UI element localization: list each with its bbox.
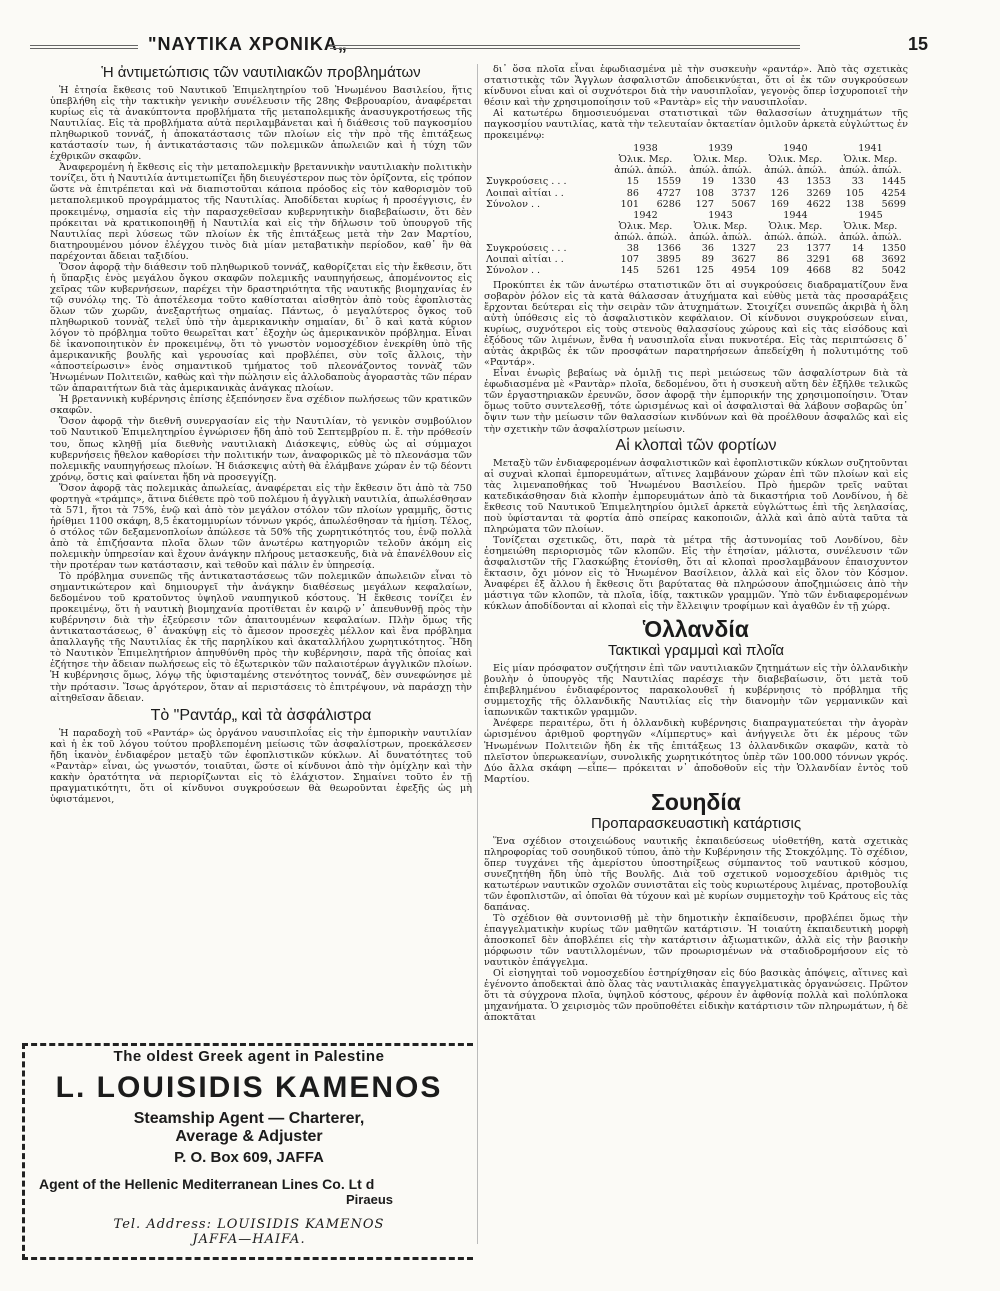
ad-telegraph-address: Tel. Address: LOUISIDIS KAMENOS xyxy=(113,1217,385,1232)
cell: 14 xyxy=(851,242,864,254)
left-column xyxy=(50,64,472,805)
subheader: ἀπώλ. ἀπώλ. xyxy=(614,231,677,243)
paragraph: Ἡ παραδοχὴ τοῦ «Ραντάρ» ὡς ὀργάνου ναυσιπλοΐας εἰς τὴν ἐμπορικὴν ναυτιλίαν καὶ ἡ ἐκ τοῦ λόγου τούτου προβλεπομένη μείωσις τῶν ἀσφαλίστρων, προεκάλεσεν ἤδη ἱκανὸν ἐνδιαφέρον μεταξὺ τῶν ἐφοπλιστικῶν κύκλων. Αἱ δυνατότητες τοῦ «Ραντὰρ» εἶναι, ὡς γνωστόν, τοιαῦται, ὥστε οἱ κίνδυνοι ἀπὸ τὴν ὁμίχλην καὶ τὴν κακὴν ὁρατότητα νὰ περιορίζωνται εἰς τὸ ἐλάχιστον. Σημαίνει τοῦτο ἐν τῇ πραγματικότητι, ὅτι οἱ κίνδυνοι συγκρούσεων θὰ θεωροῦνται ἐφεξῆς ὡς μὴ ὑφιστάμενοι, xyxy=(50,727,472,805)
subheader: Ὁλικ. Μερ. xyxy=(693,154,748,166)
cell: 1445 xyxy=(881,176,906,188)
subheader: ἀπώλ. ἀπώλ. xyxy=(839,231,902,243)
subheader: Ὁλικ. Μερ. xyxy=(693,220,748,232)
page-header xyxy=(30,34,940,58)
cell: 105 xyxy=(845,187,864,199)
cell: 68 xyxy=(851,253,864,265)
cell: 3692 xyxy=(881,253,906,265)
table-row xyxy=(484,243,908,254)
cell: 4622 xyxy=(806,198,831,210)
cell: 101 xyxy=(620,198,639,210)
article-heading-preparatory-training: Προπαρασκευαστικὴ κατάρτισις xyxy=(590,814,802,832)
cell: 4727 xyxy=(656,187,681,199)
row-label: Συγκρούσεις . . . xyxy=(486,176,567,188)
article-heading-maritime-problems: Ἡ ἀντιμετώπισις τῶν ναυτιλιακῶν προβλημάτων xyxy=(101,64,421,81)
paragraph: Μεταξὺ τῶν ἐνδιαφερομένων ἀσφαλιστικῶν καὶ ἐφοπλιστικῶν κύκλων συζητοῦνται αἱ συχναὶ κλοπαὶ ἐμπορευμάτων, αἵτινες λαμβάνουν χώραν ἐπὶ τῶν πλοίων καὶ εἰς τὰς λιμεναποθήκας τοῦ Ἡνωμένου Βασιλείου. Πρὸ ἡμερῶν τρεῖς ναῦται κατεδικάσθησαν διὰ κλοπὴν ἐμπορευμάτων ἀπὸ τὰ δικαστήρια τοῦ Λονδίνου, ἡ δὲ ἔκθεσις τοῦ Ναυτικοῦ Ἐπιμελητηρίου ὁμιλεῖ ἀρκετὰ εὐγλώττως ἐπὶ τῆς λεηλασίας, ποὺ ὑφίστανται τὰ φορτία ἀπὸ σπείρας κακοποιῶν, ἀλλὰ καὶ ἀπὸ αὐτὰ ταῦτα τὰ πληρώματα τῶν πλοίων. xyxy=(484,457,908,535)
header-rule-right xyxy=(330,45,800,49)
cell: 145 xyxy=(620,264,639,276)
year-header: 1941 xyxy=(858,143,883,155)
subheader: Ὁλικ. Μερ. xyxy=(768,220,823,232)
cell: 15 xyxy=(626,176,639,188)
cell: 5261 xyxy=(656,264,681,276)
ad-services-line: Steamship Agent — Charterer, xyxy=(133,1110,365,1127)
year-header: 1939 xyxy=(708,143,733,155)
row-label: Συγκρούσεις . . . xyxy=(486,242,567,254)
year-header: 1938 xyxy=(633,143,658,155)
subheader: Ὁλικ. Μερ. xyxy=(843,154,898,166)
cell: 5042 xyxy=(881,264,906,276)
cell: 1559 xyxy=(656,176,681,188)
country-heading-netherlands: Ὁλλανδία xyxy=(643,616,749,643)
subheader: ἀπώλ. ἀπώλ. xyxy=(689,231,752,243)
paragraph: Τονίζεται σχετικῶς, ὅτι, παρὰ τὰ μέτρα τῆς ἀστυνομίας τοῦ Λονδίνου, δὲν ἐσημειώθη περιορισμὸς τῶν κλοπῶν. Εἰς τὴν ἐτησίαν, μάλιστα, συνέλευσιν τῶν ἀσφαλιστῶν τῆς Γλασκώβης ἐτονίσθη, ὅτι αἱ κλοπαὶ προσλαμβάνουν ἐπαισχυντον ἔκτασιν, ὄχι μόνον εἰς τὸ Ἡνωμένον Βασίλειον, ἀλλὰ καὶ εἰς ὅλον τὸν Κόσμον. Ἀναφέρει ἐξ ἄλλου ἡ ἔκθεσις ὅτι βαρύτατας θὰ πληρώσουν ἀποζημιώσεις ἀπὸ τὴν μάστιγα τῶν κλοπῶν, τὰ πλοῖα, ἰδίᾳ, τακτικῶν γραμμῶν. Ὑπὸ τῶν ἐνδιαφερομένων κύκλων ἀποδίδονται αἱ κλοπαὶ εἰς τὴν ἔλλειψιν τροφίμων καὶ ἀγαθῶν ἐν τῇ χώρᾳ. xyxy=(484,534,908,613)
header-rule-left xyxy=(30,45,138,49)
table-row xyxy=(484,188,908,199)
year-header: 1940 xyxy=(783,143,808,155)
cell: 169 xyxy=(770,198,789,210)
cell: 4254 xyxy=(881,187,906,199)
year-header: 1943 xyxy=(708,209,733,221)
cell: 107 xyxy=(620,253,639,265)
cell: 23 xyxy=(776,242,789,254)
table-row xyxy=(484,265,908,276)
ad-agency: Agent of the Hellenic Mediterranean Lines Co. Lt d xyxy=(39,1176,375,1192)
cell: 3627 xyxy=(731,253,756,265)
cell: 108 xyxy=(695,187,714,199)
ad-company-name: L. LOUISIDIS KAMENOS xyxy=(55,1071,443,1104)
row-label: Σύνολον . . xyxy=(486,198,541,210)
cell: 3737 xyxy=(731,187,756,199)
page-number: 15 xyxy=(907,34,928,54)
country-heading-sweden: Σουηδία xyxy=(651,788,741,815)
paragraph: Οἱ εἰσηγηταὶ τοῦ νομοσχεδίου ἐστηρίχθησαν εἰς δύο βασικὰς ἀπόψεις, αἵτινες καὶ ἐγένοντο ἀποδεκταὶ ἀπὸ ὅλας τὰς ναυτιλιακὰς ἐπαγγελματικὰς ὀργανώσεις. Πρῶτον ὅτι τὰ σύγχρονα πλοῖα, ὑψηλοῦ κόστους, φέρουν ἐν ἀφθονίᾳ πολλὰ καὶ πολύπλοκα μηχανήματα. Ὁ χειρισμὸς τῶν προϋποθέτει εἰδικὴν κατάρτισιν τῶν πληρωμάτων, ἡ δὲ ἀποκτᾶται xyxy=(484,968,908,1024)
cell: 86 xyxy=(776,253,789,265)
cell: 127 xyxy=(695,198,714,210)
ad-address: P. O. Box 609, JAFFA xyxy=(174,1149,324,1166)
paragraph: Ἀναφερομένη ἡ ἔκθεσις εἰς τὴν μεταπολεμικὴν βρεταννικὴν ναυτιλιακὴν πολιτικὴν τονίζει, ὅτι ἡ Ναυτιλία ἀντιμετωπίζει ἤδη διευγέστερον πως τὸν ὁρίζοντα, εἰς τρόπον ὥστε νὰ ἐπιτρέπεται καὶ νὰ διαπιστοῦται κάποια πρόοδος εἰς τὸν καθορισμὸν τοῦ μεταπολεμικοῦ προγράμματος τῆς Ναυτιλίας. Ἀποδίδεται κυρίως ἡ προσέγγισις, ἐν προκειμένῳ, σημασία εἰς τὴν παρασχεθεῖσαν κυβερνητικὴν διαβεβαίωσιν, ὅτι δὲν πρόκειται νὰ κρατικοποιηθῇ ἡ Ναυτιλία καὶ εἰς τὴν δήλωσιν τοῦ ὑπουργοῦ τῆς Ναυτιλίας περὶ λύσεως τῶν πλοίων ἐκ τῆς ἐπιτάξεως μετὰ τὴν 2αν Μαρτίου, διατηρουμένου μόνον ἐλέγχου τινὸς διὰ μίαν μεταβατικὴν περίοδον, καθ᾽ ἣν θὰ παρέχονται ἄδειαι ταξιδίου. xyxy=(50,162,472,262)
cell: 1330 xyxy=(731,176,756,188)
paragraph: Εἰς μίαν πρόσφατον συζήτησιν ἐπὶ τῶν ναυτιλιακῶν ζητημάτων εἰς τὴν ὁλλανδικὴν βουλὴν ὁ ὑπουργὸς τῆς Ναυτιλίας παρέσχε τὴν διαβεβαίωσιν, ὅτι μετὰ τοῦ ἐπιβεβλημένου ἐνδιαφέροντος παρακολουθεῖ ἡ κυβέρνησις τὸ πρόβλημα τῆς συμμετοχῆς τῆς ὁλλανδικῆς Ναυτιλίας εἰς τὴν διανομὴν τῶν γερμανικῶν καὶ ἰαπωνικῶν τακτικῶν γραμμῶν. xyxy=(484,663,908,719)
year-header: 1945 xyxy=(858,209,883,221)
cell: 3895 xyxy=(656,253,681,265)
paragraph: Τὸ σχέδιον θὰ συντονισθῇ μὲ τὴν δημοτικὴν ἐκπαίδευσιν, προβλέπει ὅμως τὴν ἐπαγγελματικὴν κυρίως τῶν μαθητῶν κατάρτισιν. Ἡ τοιαύτη ἐκπαιδευτικὴ μορφὴ ἀποσκοπεῖ δὲν ἀποβλέπει εἰς τὴν κατάρτισιν ἀξιωματικῶν, ἀλλὰ εἰς τὴν βασικὴν μόρφωσιν τῶν ναυτιλλομένων, τῶν προωρισμένων νὰ σταδιοδρομήσουν εἰς τὸ ναυτικὸν ἐπάγγελμα. xyxy=(484,913,908,969)
cell: 138 xyxy=(845,198,864,210)
ad-tagline: The oldest Greek agent in Palestine xyxy=(113,1048,385,1065)
subheader: ἀπώλ. ἀπώλ. xyxy=(764,231,827,243)
right-column xyxy=(484,64,908,1024)
ad-services xyxy=(25,1110,473,1146)
table-row xyxy=(484,254,908,265)
table-row xyxy=(484,176,908,187)
cell: 126 xyxy=(770,187,789,199)
paragraph: Ἡ βρεταννικὴ κυβέρνησις ἐπίσης ἐξεπόνησεν ἕνα σχέδιον πωλήσεως τῶν κρατικῶν σκαφῶν. xyxy=(50,394,472,417)
subheader: ἀπώλ. ἀπώλ. xyxy=(689,165,752,177)
ad-agency-city: Piraeus xyxy=(346,1192,393,1207)
row-label: Σύνολον . . xyxy=(486,264,541,276)
cell: 6286 xyxy=(656,198,681,210)
cell: 3269 xyxy=(806,187,831,199)
paragraph: Ἡ ἐτησία ἔκθεσις τοῦ Ναυτικοῦ Ἐπιμελητηρίου τοῦ Ἡνωμένου Βασιλείου, ἥτις ὑπεβλήθη εἰς τὴν τακτικὴν γενικὴν συνέλευσιν τῆς 28ης Φεβρουαρίου, ἀναφέρεται κυρίως εἰς τὰ ἀνακύπτοντα προβλήματα τῆς μεταπολεμικῆς ἀνασυγκροτήσεως τῆς Ναυτιλίας. Εἰς τὰ προβλήματα αὐτὰ περιλαμβάνεται καὶ ἡ διάθεσις τοῦ παγκοσμίου πληθωρικοῦ τοννάζ, ἡ ἀποκατάστασις τῶν πλοίων εἰς τὴν πρὸ τῆς ἐπιτάξεως κατάστασίν των, ἡ ἀντικατάστασις τῶν πολεμικῶν ἀπωλειῶν καὶ ἡ τύχη τῶν ἐχθρικῶν σκαφῶν. xyxy=(50,85,472,163)
paragraph: Ἀνέφερε περαιτέρω, ὅτι ἡ ὁλλανδικὴ κυβέρνησις διαπραγματεύεται τὴν ἀγορὰν ὡρισμένου ἀριθμοῦ φορτηγῶν «Λίμπερτυς» καὶ ἀνήγγειλε ὅτι ἐκ μέρους τῶν Ἡνωμένων Πολιτειῶν ἤδη ἐκ τῆς ἐπιτάξεως 13 ὁλλανδικῶν σκαφῶν, κατὰ τὸ πλεῖστον ὑπερωκεανίων, συνολικῆς χωρητικότητος ὑπὲρ τῶν 100.000 τόννων γκρός. Δύο ἄλλα σκάφη —εἶπε— πρόκειται ν᾽ ἀποδοθοῦν εἰς τὴν Ὁλλανδίαν ἐντὸς τοῦ Μαρτίου. xyxy=(484,718,908,785)
advertisement-box xyxy=(22,1043,473,1260)
cell: 38 xyxy=(626,242,639,254)
cell: 5699 xyxy=(881,198,906,210)
paragraph: Τὸ πρόβλημα συνεπῶς τῆς ἀντικαταστάσεως τῶν πολεμικῶν ἀπωλειῶν εἶναι τὸ σημαντικώτερον καὶ δημιουργεῖ τὴν ἀνάγκην διαθέσεως μεγάλων κεφαλαίων, δεδομένου τοῦ κρατοῦντος ὑψηλοῦ ναυπηγικοῦ κόστους. Ἡ ἔκθεσις τονίζει ἐν προκειμένῳ, ὅτι ἡ ναυτικὴ βιομηχανία προτίθεται ἐν καιρῷ ν᾽ ἀπευθυνθῇ πρὸς τὴν κυβέρνησιν διὰ τὴν ἐξεύρεσιν τῶν ἀπαιτουμένων κεφαλαίων. Πλὴν ὅμως τῆς ἀντικαταστάσεως, θ᾽ ἀνακύψῃ εἰς τὸ ἄμεσον προσεχὲς μέλλον καὶ ἕνα πρόβλημα ἀπαλλαγῆς τῆς Ναυτιλίας ἐκ τῆς παρηλίκου καὶ ἀκαταλλήλου χωρητικότητος. Ἤδη τὸ Ναυτικὸν Ἐπιμελητήριον ἀπηυθύνθη πρὸς τὴν κυβέρνησιν, παρὰ τῆς ὁποίας καὶ ἐζήτησε τὴν ἄδειαν πωλήσεως εἰς τὸ ἐξωτερικὸν τῶν παλαιοτέρων ἀγγλικῶν πλοίων. Ἡ κυβέρνησις ὅμως, λόγῳ τῆς ὑφισταμένης στενότητος τοννάζ, δὲν συνεφώνησε μὲ τὴν πρότασιν. Ἴσως ἀργότερον, ὅταν αἱ περιστάσεις τὸ ἐπιτρέψουν, νὰ παράσχῃ τὴν αἰτηθεῖσαν ἄδειαν. xyxy=(50,571,472,704)
cell: 1377 xyxy=(806,242,831,254)
cell: 1353 xyxy=(806,176,831,188)
cell: 19 xyxy=(701,176,714,188)
row-label: Λοιπαὶ αἰτίαι . . xyxy=(486,253,564,265)
publication-title: "ΝΑΥΤΙΚΑ ΧΡΟΝΙΚΑ„ xyxy=(148,34,348,54)
cell: 82 xyxy=(851,264,864,276)
subheader: Ὁλικ. Μερ. xyxy=(768,154,823,166)
cell: 3291 xyxy=(806,253,831,265)
table-row xyxy=(484,199,908,210)
cell: 5067 xyxy=(731,198,756,210)
cell: 4954 xyxy=(731,264,756,276)
subheader: Ὁλικ. Μερ. xyxy=(843,220,898,232)
article-heading-regular-lines: Τακτικαὶ γραμμαὶ καὶ πλοῖα xyxy=(607,642,785,660)
accident-statistics-table xyxy=(484,143,908,276)
article-heading-radar: Τὸ "Ραντάρ„ καὶ τὰ ἀσφάλιστρα xyxy=(150,706,372,724)
paragraph: Προκύπτει ἐκ τῶν ἀνωτέρω στατιστικῶν ὅτι αἱ συγκρούσεις διαδραματίζουν ἕνα σοβαρὸν ῥόλον εἰς τὰ κατὰ θάλασσαν ἀτυχήματα καὶ εὐθὺς μετὰ τὰς προσαράξεις ἔρχονται δεύτεραι εἰς τὴν σειρὰν τῶν ἀτυχημάτων. Στοιχίζει συνεπῶς ἀκριβὰ ἡ ὅλη αὐτὴ ὑπόθεσις εἰς τὸ ἀσφαλιστικὸν κεφάλαιον. Οἱ κίνδυνοι συγκρούσεων εἶναι, κυρίως, συχνότεροι εἰς τοὺς στενοὺς θαλασσίους χώρους καὶ εἰς τὰς εἰσόδους καὶ ἐξόδους τῶν λιμένων, ἔνθα ἡ ναυσιπλοΐα εἶναι πυκνοτέρα. Εἰς τὰς περιπτώσεις δ᾽ αὐτὰς ἀκριβῶς ἐκ τῶν προσφάτων παρατηρήσεων ἀπεδείχθη ἡ πολυτιμότης τοῦ «Ραντάρ». xyxy=(484,279,908,369)
row-label: Λοιπαὶ αἰτίαι . . xyxy=(486,187,564,199)
column-divider xyxy=(477,64,478,1244)
article-heading-cargo-theft: Αἱ κλοπαὶ τῶν φορτίων xyxy=(615,436,777,454)
cell: 33 xyxy=(851,176,864,188)
subheader: ἀπώλ. ἀπώλ. xyxy=(839,165,902,177)
paragraph: Ὅσον ἀφορᾷ τὴν διεθνῆ συνεργασίαν εἰς τὴν Ναυτιλίαν, τὸ γενικὸν συμβούλιον τοῦ Ναυτικοῦ Ἐπιμελητηρίου ἐγνώρισεν ἤδη ἀπὸ τοῦ Σεπτεμβρίου π. ἔ. τὴν πρόθεσίν του, ὅπως κληθῇ μία διεθνὴς ναυτιλιακὴ Διάσκεψις, εὐθὺς ὡς αἱ σύμμαχοι κυβερνήσεις ἤθελον καθορίσει τὴν πολιτικήν των, ἀναφορικῶς μὲ τὸ πλεονάσμα τῶν πολεμικῆς ναυπηγήσεως πλοίων. Ἡ διάσκεψις αὐτὴ θὰ ἐλάμβανε χώραν ἐν τῷ δέοντι χρόνῳ, ὅστις καὶ φαίνεται ἤδη νὰ προσεγγίζῃ. xyxy=(50,416,472,483)
subheader: ἀπώλ. ἀπώλ. xyxy=(614,165,677,177)
cell: 1366 xyxy=(656,242,681,254)
subheader: ἀπώλ. ἀπώλ. xyxy=(764,165,827,177)
cell: 89 xyxy=(701,253,714,265)
year-header: 1942 xyxy=(633,209,658,221)
cell: 43 xyxy=(776,176,789,188)
ad-services-line: Average & Adjuster xyxy=(175,1128,323,1145)
year-header: 1944 xyxy=(783,209,808,221)
cell: 4668 xyxy=(806,264,831,276)
subheader: Ὁλικ. Μερ. xyxy=(618,154,673,166)
cell: 86 xyxy=(626,187,639,199)
paragraph: Αἱ κατωτέρω δημοσιευόμεναι στατιστικαὶ τῶν θαλασσίων ἀτυχημάτων τῆς παγκοσμίου ναυτιλίας, κατὰ τὴν τελευταίαν ὀκταετίαν ὁμιλοῦν ἀρκετὰ εὐγλώττως ἐν προκειμένῳ: xyxy=(484,108,908,142)
paragraph: Ἕνα σχέδιον στοιχειώδους ναυτικῆς ἐκπαιδεύσεως υἱοθετήθη, κατὰ σχετικὰς πληροφορίας τοῦ σουηδικοῦ τύπου, ἀπὸ τὴν Κυβέρνησιν τῆς Στοκχόλμης. Τὸ σχέδιον, ὅπερ τυγχάνει τῆς ἀμερίστου ὑποστηρίξεως σύμπαντος τοῦ ναυτικοῦ κόσμου, συνεζητήθη ἤδη ὑπὸ τῆς Βουλῆς. Διὰ τοῦ σχετικοῦ νομοσχεδίου ἀριθμὸς τις κατωτέρων ναυτικῶν σχολῶν συνιστᾶται εἰς τοὺς κυριωτέρους λιμένας, προτοβουλίᾳ τῶν ἐφοπλιστῶν, αἱ ὁποῖαι θὰ τύχουν καὶ μὲ κυρίων συμμετοχὴν τοῦ Κράτους εἰς τὰς δαπάνας. xyxy=(484,835,908,913)
paragraph: Εἶναι ἐνωρὶς βεβαίως νὰ ὁμιλῇ τις περὶ μειώσεως τῶν ἀσφαλίστρων διὰ τὰ ἐφωδιασμένα μὲ «Ραντὰρ» πλοῖα, δεδομένου, ὅτι ἡ συσκευὴ αὕτη δὲν ἐξῆλθε τελικῶς τῶν ἐργαστηριακῶν ἐρευνῶν, ὅσον ἀφορᾷ τὴν ἐμπορικήν της χρησιμοποίησιν. Ὅταν ὅμως τοῦτο συντελεσθῇ, τότε ὡρισμένως καὶ οἱ ἀσφαλισταὶ θὰ λάβουν σοβαρῶς ὑπ᾽ ὄψιν των τὴν μείωσιν τῶν θαλασσίων κινδύνων καὶ θὰ προέλθουν ἀσφαλῶς καὶ εἰς τὴν σχετικὴν τῶν ἀσφαλίστρων μείωσιν. xyxy=(484,368,908,435)
cell: 1327 xyxy=(731,242,756,254)
cell: 1350 xyxy=(881,242,906,254)
cell: 109 xyxy=(770,264,789,276)
subheader: Ὁλικ. Μερ. xyxy=(618,220,673,232)
cell: 125 xyxy=(695,264,714,276)
paragraph: Ὅσον ἀφορᾷ τὴν διάθεσιν τοῦ πληθωρικοῦ τοννάζ, καθορίζεται εἰς τὴν ἔκθεσιν, ὅτι ἡ ὕπαρξις ἑνὸς μεγάλου ὄγκου σκαφῶν πολεμικῆς ναυπηγήσεως, ἀπομένοντος εἰς χεῖρας τῶν κυβερνήσεων, παρέχει τὴν δραστηριότητα τῆς ναυτικῆς βιομηχανίας ἐν τῷ συνόλῳ της. Τὸ ἀποτέλεσμα τοῦτο καθίσταται αἰσθητὸν ἀπὸ τοὺς ἐφοπλιστὰς ὅλων τῶν χωρῶν, ἀνεξαρτήτως σημαίας. Πάντως, ὁ μεγαλύτερος ὄγκος τοῦ πληθωρικοῦ τοννὰζ τελεῖ ὑπὸ τὴν ἀμερικανικὴν σημαίαν, δι᾽ ὃ καὶ κατὰ κύριον λόγον τὸ πρόβλημα τοῦτο θεωρεῖται κατ᾽ ἐξοχὴν ὡς ἀμερικανικὸν πρόβλημα. Εἶναι δὲ ἱκανοποιητικὸν ἐν προκειμένῳ, ὅτι τὸ γνωστὸν νομοσχέδιον ἐνεκρίθη ὑπὸ τῆς ἀμερικανικῆς βουλῆς καὶ γερουσίας καὶ προβλέπει, σὺν τοῖς ἄλλοις, τὴν «ἀποστείρωσιν» ἑνὸς σημαντικοῦ τμήματος τοῦ πλεονάζοντος τοννὰζ τῶν Ἡνωμένων Πολιτειῶν, καθὼς καὶ τὴν πώλησιν εἰς ἀλλοδαποὺς ἀγοραστὰς τῶν πέραν τῶν ἀπαραιτήτων διὰ τὰς ἀμερικανικὰς ἀνάγκας πλοίων. xyxy=(50,261,472,395)
cell: 36 xyxy=(701,242,714,254)
paragraph: Ὅσον ἀφορᾷ τὰς πολεμικὰς ἀπωλείας, ἀναφέρεται εἰς τὴν ἔκθεσιν ὅτι ἀπὸ τὰ 750 φορτηγὰ «τράμπς», ἅτινα διέθετε πρὸ τοῦ πολέμου ἡ ἀγγλικὴ ναυτιλία, ἀπωλέσθησαν τὰ 571, ἤτοι τὰ 75%, ἐνῷ καὶ ἀπὸ τὸν μεγάλον στόλον τῶν πλοίων γραμμῆς, ὅστις ἠρίθμει 1100 σκάφη, 8,5 ἑκατομμυρίων τόννων γκρός, ἀπωλέσθησαν τὰ ἡμίση. Τέλος, ὁ στόλος τῶν δεξαμενοπλοίων ἀπώλεσε τὰ 50% τῆς χωρητικότητός του, ἐνῷ πολλὰ ἀπὸ τὰ ἐπιζήσαντα πλοῖα ὅλων τῶν ἀνωτέρω κατηγοριῶν τελοῦν ἀκόμη εἰς πολεμικὴν ὑπηρεσίαν καὶ ἔχουν ἀνάγκην πλήρους μετασκευῆς, διὰ νὰ ἐπανέλθουν εἰς τὴν προτέραν των κατάστασιν, καὶ τεθοῦν καὶ πάλιν ἐν ὑπηρεσίᾳ. xyxy=(50,482,472,572)
ad-telegraph-cities: JAFFA—HAIFA. xyxy=(192,1232,306,1247)
paragraph: δι᾽ ὅσα πλοῖα εἶναι ἐφωδιασμένα μὲ τὴν συσκευὴν «ραντάρ». Ἀπὸ τὰς σχετικὰς στατιστικὰς τῶν Ἄγγλων ἀσφαλιστῶν ἀποδεικνύεται, ὅτι οἱ ἐκ τῶν συγκρούσεων κίνδυνοι εἶναι καὶ οἱ συχνότεροι διὰ τὴν ναυσιπλοΐαν, γεγονὸς ὅπερ ἰσχυροποιεῖ τὴν θέσιν καὶ τὴν χρησιμοποίησιν τοῦ «Ραντὰρ» εἰς τὴν ναυσιπλοΐαν. xyxy=(484,64,908,109)
